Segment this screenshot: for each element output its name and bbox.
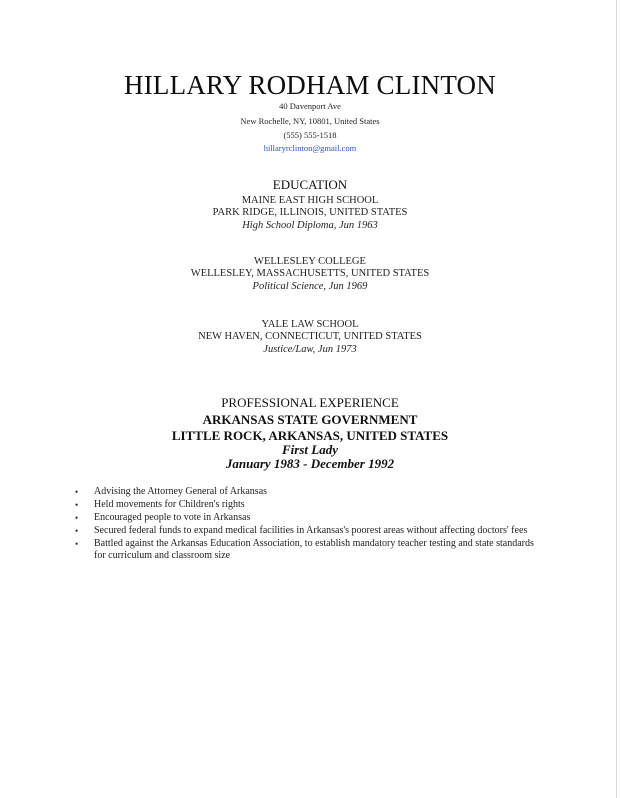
education-degree: High School Diploma, Jun 1963 <box>242 220 378 231</box>
candidate-name: HILLARY RODHAM CLINTON <box>124 70 496 100</box>
bullet-text: Battled against the Arkansas Education Association, to establish mandatory teacher testing and state standards for curriculum and classroom size <box>94 538 534 561</box>
list-item <box>0 538 620 562</box>
education-school: YALE LAW SCHOOL <box>261 319 359 330</box>
bullet-icon: • <box>75 500 79 510</box>
education-school: MAINE EAST HIGH SCHOOL <box>241 195 379 206</box>
education-location: PARK RIDGE, ILLINOIS, UNITED STATES <box>212 207 408 218</box>
education-degree: Political Science, Jun 1969 <box>252 281 368 292</box>
list-item <box>0 486 620 498</box>
education-heading: EDUCATION <box>272 177 348 192</box>
bullet-icon: • <box>75 526 79 536</box>
bullet-text: Advising the Attorney General of Arkansas <box>94 486 268 497</box>
education-school: WELLESLEY COLLEGE <box>254 256 366 267</box>
experience-bullet-list <box>0 486 620 563</box>
experience-dates: January 1983 - December 1992 <box>225 456 395 471</box>
list-item <box>0 499 620 511</box>
bullet-text: Secured federal funds to expand medical facilities in Arkansas's poorest areas without affecting doctors' fees <box>94 525 528 536</box>
bullet-icon: • <box>75 539 79 549</box>
bullet-text: Held movements for Children's rights <box>94 499 245 510</box>
experience-location: LITTLE ROCK, ARKANSAS, UNITED STATES <box>171 428 449 443</box>
education-location: NEW HAVEN, CONNECTICUT, UNITED STATES <box>198 331 422 342</box>
address-line-2: New Rochelle, NY, 10801, United States <box>240 116 380 126</box>
list-item <box>0 525 620 537</box>
education-degree: Justice/Law, Jun 1973 <box>263 344 357 355</box>
phone-number: (555) 555-1518 <box>283 130 337 140</box>
address-line-1: 40 Davenport Ave <box>279 101 341 111</box>
bullet-icon: • <box>75 513 79 523</box>
education-location: WELLESLEY, MASSACHUSETTS, UNITED STATES <box>190 268 430 279</box>
email-link[interactable]: hillaryrclinton@gmail.com <box>263 143 357 153</box>
experience-heading: PROFESSIONAL EXPERIENCE <box>221 395 399 410</box>
bullet-icon: • <box>75 487 79 497</box>
experience-employer: ARKANSAS STATE GOVERNMENT <box>202 412 418 427</box>
list-item <box>0 512 620 524</box>
experience-role: First Lady <box>282 442 338 457</box>
bullet-text: Encouraged people to vote in Arkansas <box>94 512 251 523</box>
